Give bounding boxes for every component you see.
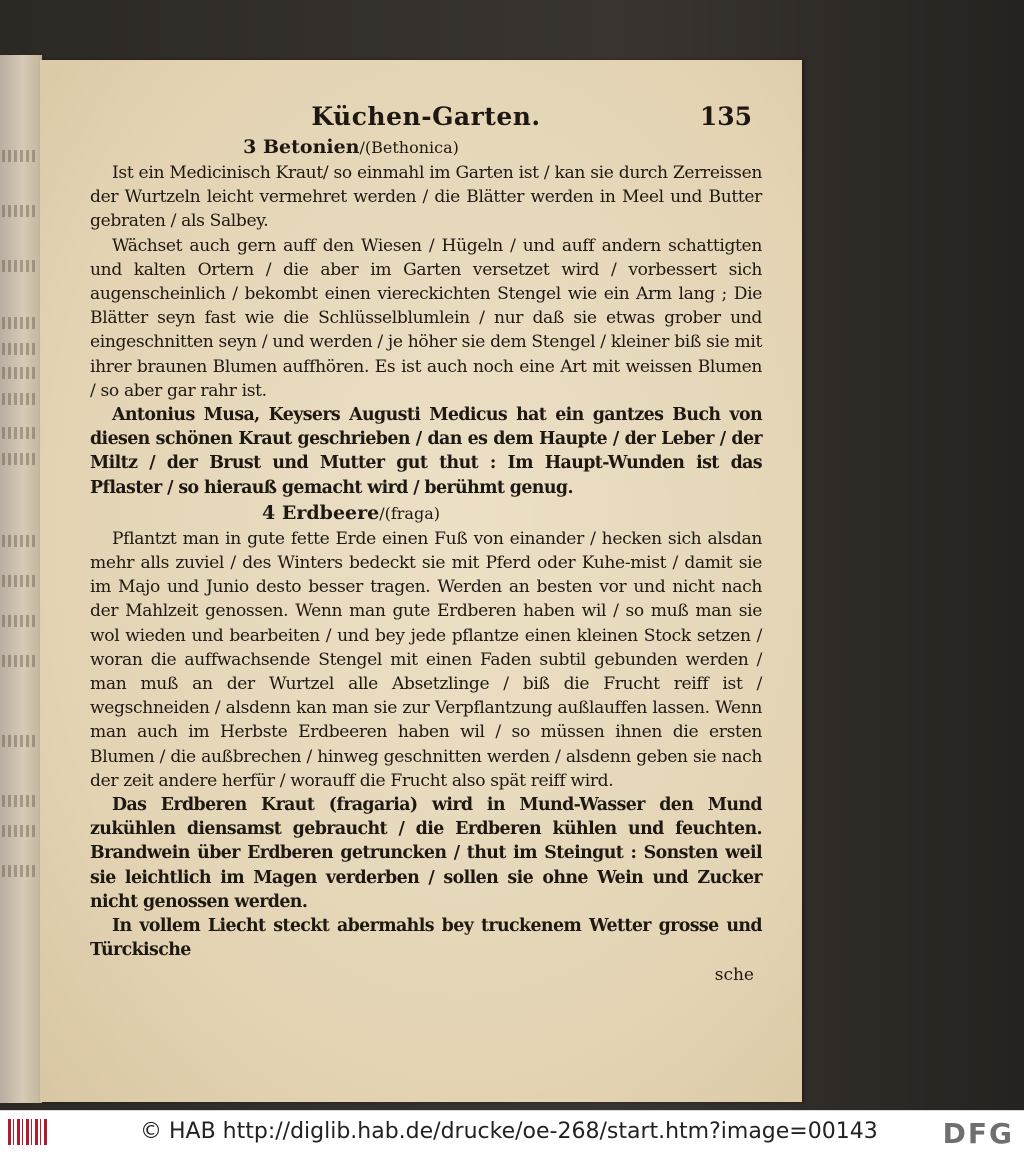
bleed-through-mark bbox=[2, 317, 38, 329]
bleed-through-mark bbox=[2, 535, 38, 547]
bleed-through-mark bbox=[2, 343, 38, 355]
bleed-through-mark bbox=[2, 575, 38, 587]
bleed-through-mark bbox=[2, 655, 38, 667]
previous-page-edge bbox=[0, 55, 42, 1103]
section-latin-name: /(Bethonica) bbox=[359, 138, 459, 157]
paragraph: Pflantzt man in gute fette Erde einen Fuß von einander / hecken sich alsdan mehr alls zuviel / des Winters bedeckt sie mit Pferd oder Kuhe-mist / damit sie im Majo und Junio desto besser tragen. Werden an besten vor und nicht nach der Mahlzeit genossen. Wenn man gute Erdberen haben wil / so muß man sie wol wieden und bearbeiten / und bey jede pflantze einen kleinen Stock setzen / woran die auffwachsende Stengel mit einen Faden subtil gebunden werden / man muß an der Wurtzel alle Absetzlinge / biß die Frucht reiff ist / wegschneiden / alsdenn kan man sie zur Verpflantzung außlauffen lassen. Wenn man auch im Herbste Erdbeeren haben wil / so müssen ihnen die ersten Blumen / die außbrechen / hinweg geschnitten werden / alsdenn geben sie nach der zeit andere herfür / worauff die Frucht also spät reiff wird. bbox=[90, 528, 762, 791]
paragraph: In vollem Liecht steckt abermahls bey truckenem Wetter grosse und Türckische bbox=[90, 916, 762, 961]
book-page bbox=[40, 60, 802, 1102]
citation-link[interactable]: © HAB http://diglib.hab.de/drucke/oe-268/start.htm?image=00143 bbox=[140, 1119, 878, 1144]
hab-barcode-icon bbox=[8, 1119, 48, 1145]
bleed-through-mark bbox=[2, 205, 38, 217]
page-text bbox=[90, 102, 762, 987]
bleed-through-mark bbox=[2, 367, 38, 379]
running-head bbox=[90, 102, 762, 136]
section-title: Erdbeere bbox=[281, 501, 380, 524]
paragraph: Antonius Musa, Keysers Augusti Medicus hat ein gantzes Buch von diesen schönen Kraut geschrieben / dan es dem Haupte / der Leber / der Miltz / der Brust und Mutter gut thut : Im Haupt-Wunden ist das Pflaster / so hierauß gemacht wird / berühmt genug. bbox=[90, 405, 762, 498]
catchword: sche bbox=[714, 964, 754, 985]
section-title: Betonien bbox=[262, 136, 360, 158]
bleed-through-mark bbox=[2, 393, 38, 405]
page-number: 135 bbox=[699, 102, 752, 131]
section-heading-betonien bbox=[90, 136, 762, 158]
section-heading-erdbeere bbox=[90, 502, 762, 524]
section-number: 4 bbox=[262, 501, 276, 524]
paragraph: Ist ein Medicinisch Kraut/ so einmahl im Garten ist / kan sie durch Zerreissen der Wurtzeln leicht vermehret werden / die Blätter werden in Meel und Butter gebraten / als Salbey. bbox=[90, 163, 762, 232]
section-number: 3 bbox=[243, 136, 257, 158]
dfg-logo: DFG bbox=[942, 1117, 1014, 1150]
viewer-footer bbox=[0, 1110, 1024, 1153]
bleed-through-mark bbox=[2, 825, 38, 837]
bleed-through-mark bbox=[2, 427, 38, 439]
bleed-through-mark bbox=[2, 260, 38, 272]
bleed-through-mark bbox=[2, 453, 38, 465]
section-latin-name: /(fraga) bbox=[379, 503, 440, 523]
running-title: Küchen-Garten. bbox=[311, 102, 541, 131]
paragraph: Das Erdberen Kraut (fragaria) wird in Mund-Wasser den Mund zukühlen diensamst gebraucht / die Erdberen kühlen und feuchten. Brandwein über Erdberen getruncken / thut im Steingut : Sonsten weil sie leichtlich im Magen verderben / sollen sie ohne Wein und Zucker nicht genossen werden. bbox=[90, 795, 762, 912]
bleed-through-mark bbox=[2, 150, 38, 162]
bleed-through-mark bbox=[2, 865, 38, 877]
paragraph: Wächset auch gern auff den Wiesen / Hügeln / und auff andern schattigten und kalten Ortern / die aber im Garten versetzet wird / vorbessert sich augenscheinlich / bekombt einen viereckichten Stengel wie ein Arm lang ; Die Blätter seyn fast wie die Schlüsselblumlein / nur daß sie etwas grober und eingeschnitten seyn / und werden / je höher sie dem Stengel / kleiner biß sie mit ihrer braunen Blumen auffhören. Es ist auch noch eine Art mit weissen Blumen / so aber gar rahr ist. bbox=[90, 235, 762, 401]
bleed-through-mark bbox=[2, 615, 38, 627]
bleed-through-mark bbox=[2, 735, 38, 747]
bleed-through-mark bbox=[2, 795, 38, 807]
